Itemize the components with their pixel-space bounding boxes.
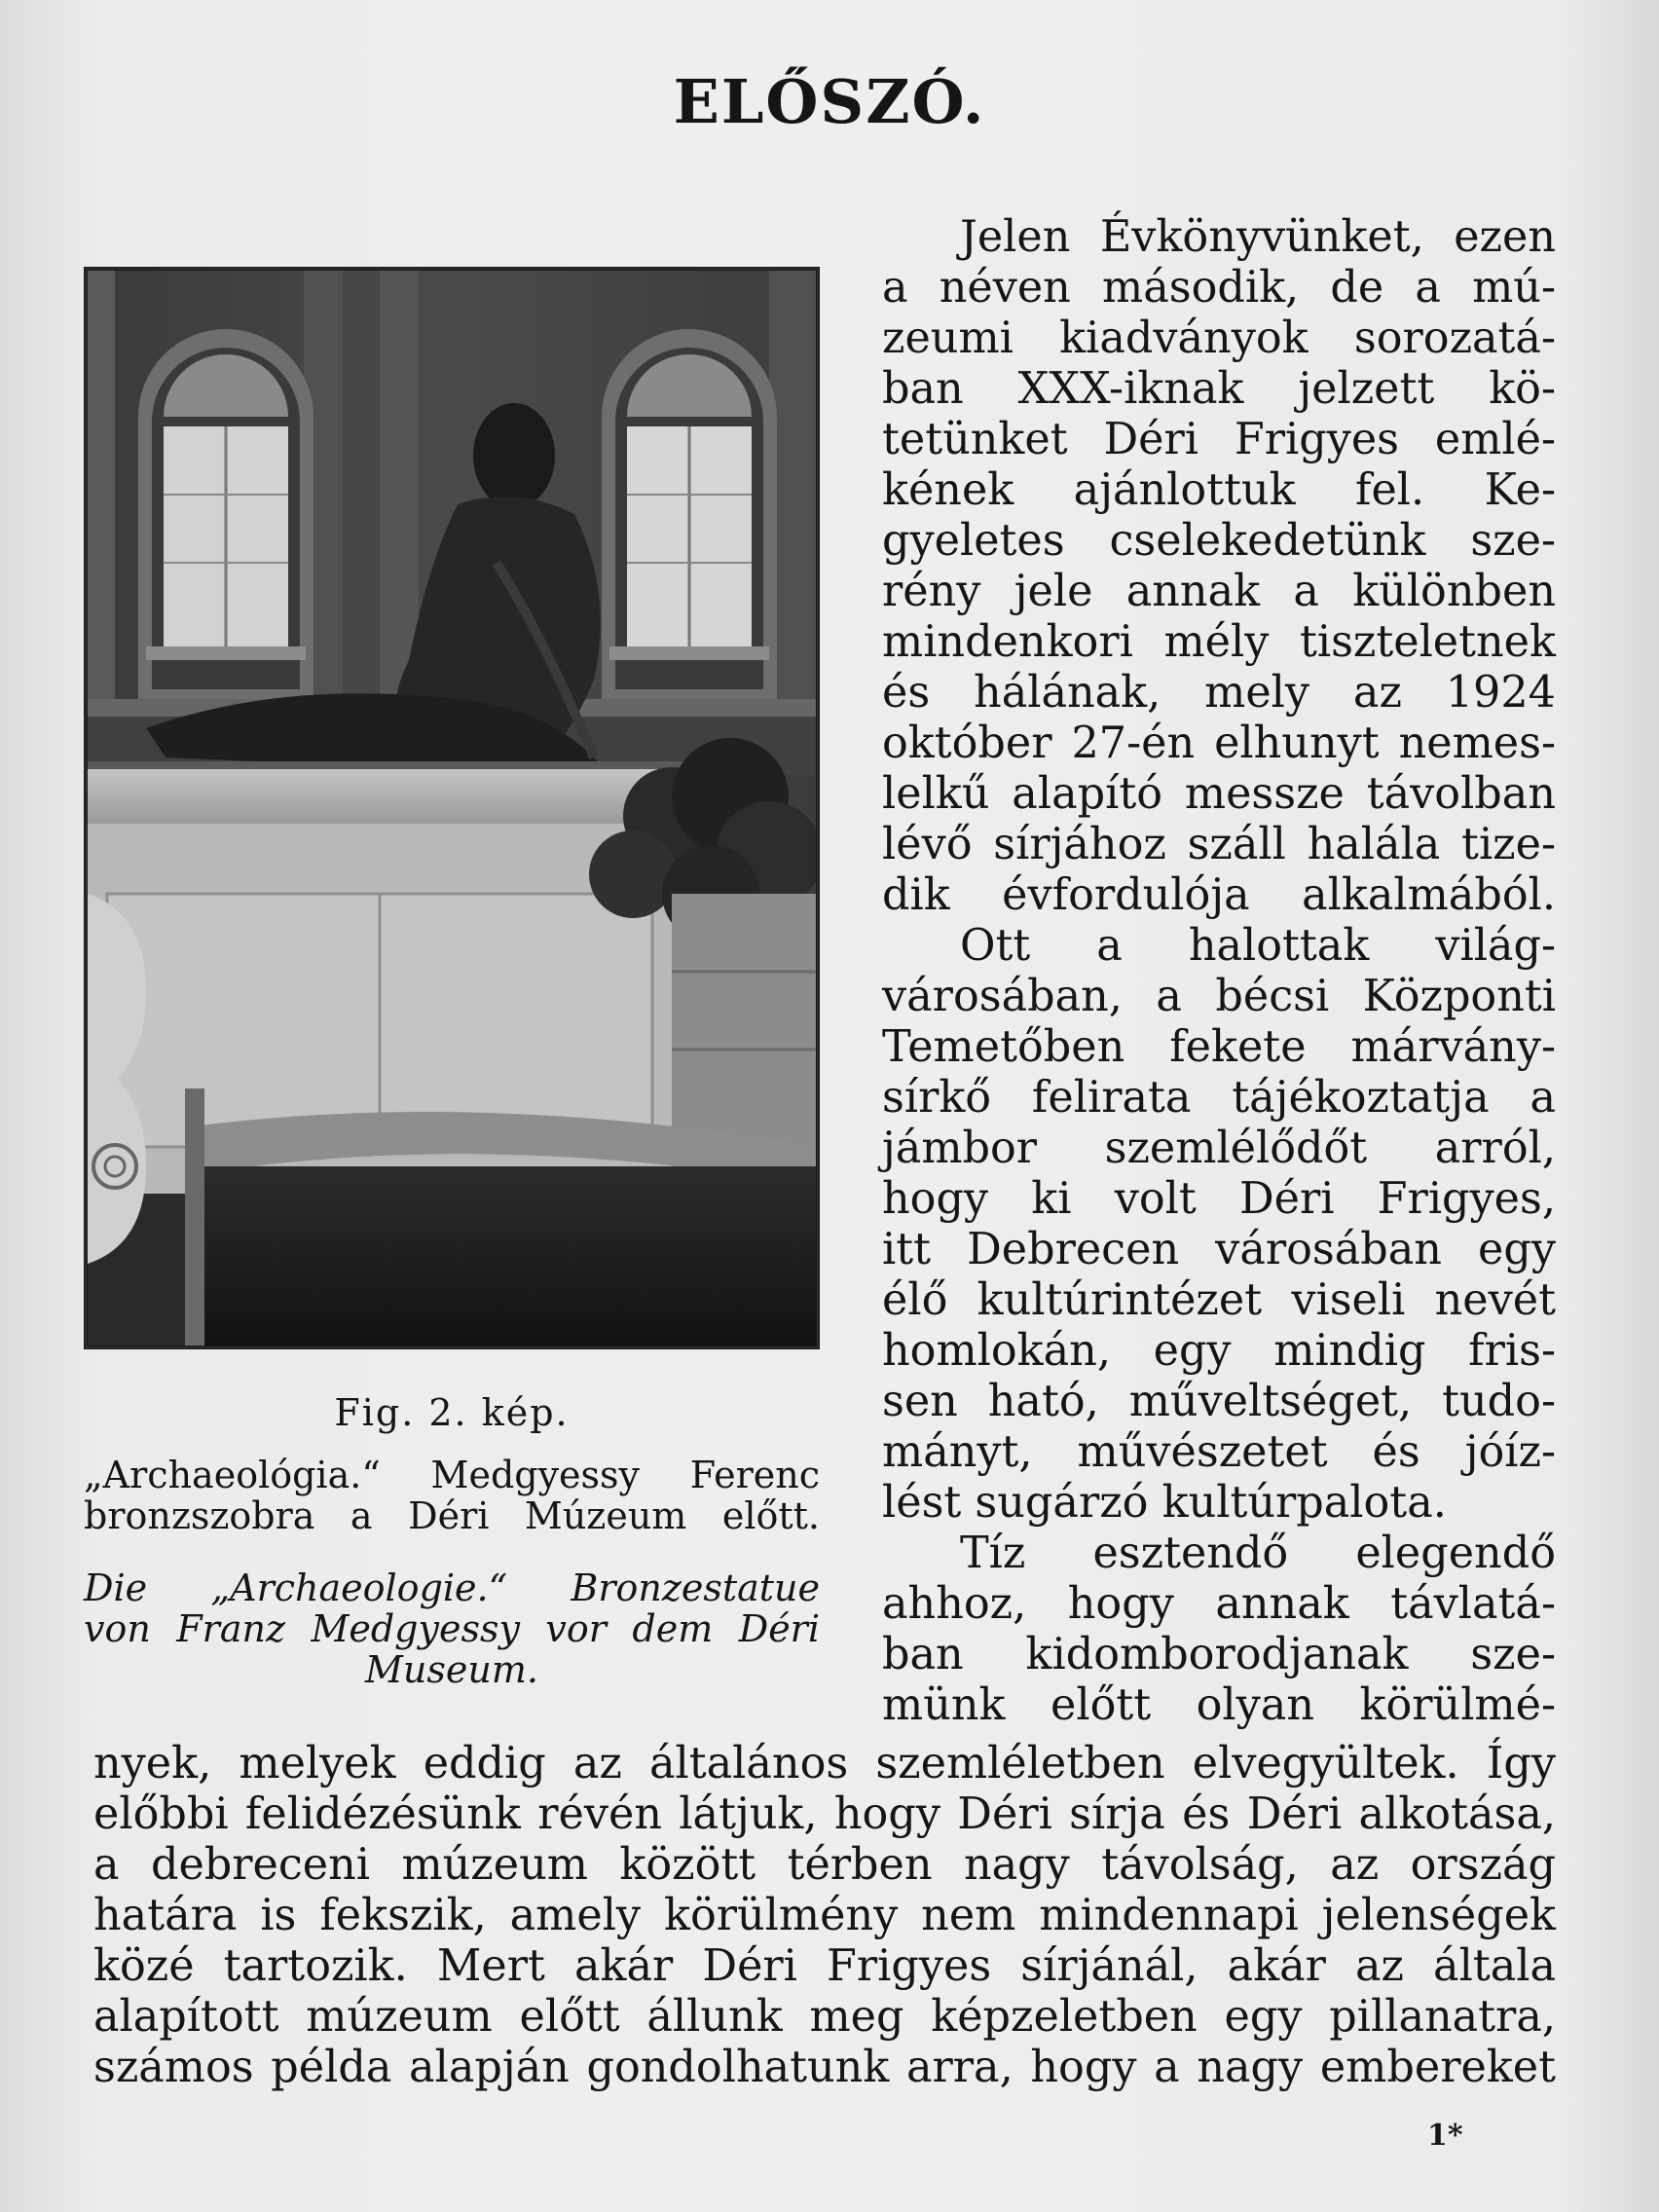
text-line: nyek, melyek eddig az általános szemléletben elvegyültek. Így: [93, 1739, 1556, 1788]
text-line: Tíz esztendő elegendő: [960, 1529, 1556, 1578]
text-line: kének ajánlottuk fel. Ke-: [882, 465, 1556, 515]
text-line: határa is fekszik, amely körülmény nem mindennapi jelenségek: [93, 1891, 1556, 1940]
text-line: sírkő felirata tájékoztatja a: [882, 1073, 1556, 1123]
text-line: zeumi kiadványok sorozatá-: [882, 313, 1556, 363]
text-line: mindenkori mély tiszteletnek: [882, 617, 1556, 667]
text-line: közé tartozik. Mert akár Déri Frigyes sírjánál, akár az általa: [93, 1941, 1556, 1991]
text-line: Ott a halottak világ-: [960, 921, 1556, 971]
text-line: október 27-én elhunyt nemes-: [882, 719, 1556, 768]
text-line: ahhoz, hogy annak távlatá-: [882, 1579, 1556, 1629]
text-line: alapított múzeum előtt állunk meg képzeletben egy pillanatra,: [93, 1992, 1556, 2042]
text-line: gyeletes cselekedetünk sze-: [882, 516, 1556, 566]
figure-caption-hungarian-line-2: bronzszobra a Déri Múzeum előtt.: [84, 1494, 820, 1537]
figure-label: Fig. 2. kép.: [334, 1391, 570, 1434]
text-line: sen ható, műveltséget, tudo-: [882, 1377, 1556, 1426]
text-line: lelkű alapító messze távolban: [882, 769, 1556, 819]
text-line: a debreceni múzeum között térben nagy távolság, az ország: [93, 1840, 1556, 1890]
text-line: és hálának, mely az 1924: [882, 668, 1556, 718]
figure-caption-hungarian-line-1: „Archaeológia.“ Medgyessy Ferenc: [84, 1454, 820, 1496]
text-line: mányt, művészetet és jóíz-: [882, 1427, 1556, 1477]
text-line: itt Debrecen városában egy: [882, 1225, 1556, 1274]
text-line: városában, a bécsi Központi: [882, 972, 1556, 1021]
page-title: ELŐSZÓ.: [673, 66, 986, 137]
text-line: lévő sírjához száll halála tize-: [882, 820, 1556, 869]
text-line: ban XXX-iknak jelzett kö-: [882, 364, 1556, 414]
text-line: ban kidomborodjanak sze-: [882, 1630, 1556, 1679]
text-line: számos példa alapján gondolhatunk arra, hogy a nagy embereket: [93, 2043, 1556, 2092]
text-line: jámbor szemlélődőt arról,: [882, 1124, 1556, 1173]
text-line: lést sugárzó kultúrpalota.: [882, 1478, 1447, 1528]
text-line: a néven második, de a mú-: [882, 263, 1556, 313]
text-line: dik évfordulója alkalmából.: [882, 870, 1556, 920]
text-line: Temetőben fekete márvány-: [882, 1022, 1556, 1072]
text-line: előbbi felidézésünk révén látjuk, hogy Déri sírja és Déri alkotása,: [93, 1789, 1556, 1839]
text-line: Jelen Évkönyvünket, ezen: [960, 212, 1556, 262]
text-line: élő kultúrintézet viseli nevét: [882, 1275, 1556, 1325]
text-line: homlokán, egy mindig fris-: [882, 1326, 1556, 1376]
figure-caption-german-line-1: Die „Archaeologie.“ Bronzestatue: [84, 1567, 820, 1609]
photo-image: [88, 271, 816, 1346]
page-number: 1*: [1427, 2119, 1463, 2153]
figure-caption-german-line-3: Museum.: [365, 1648, 538, 1691]
text-line: tetünket Déri Frigyes emlé-: [882, 415, 1556, 464]
figure-caption-german-line-2: von Franz Medgyessy vor dem Déri: [84, 1607, 820, 1650]
text-line: münk előtt olyan körülmé-: [882, 1680, 1556, 1730]
text-line: hogy ki volt Déri Frigyes,: [882, 1174, 1556, 1224]
text-line: rény jele annak a különben: [882, 567, 1556, 616]
sculpture-photograph: [84, 267, 820, 1349]
